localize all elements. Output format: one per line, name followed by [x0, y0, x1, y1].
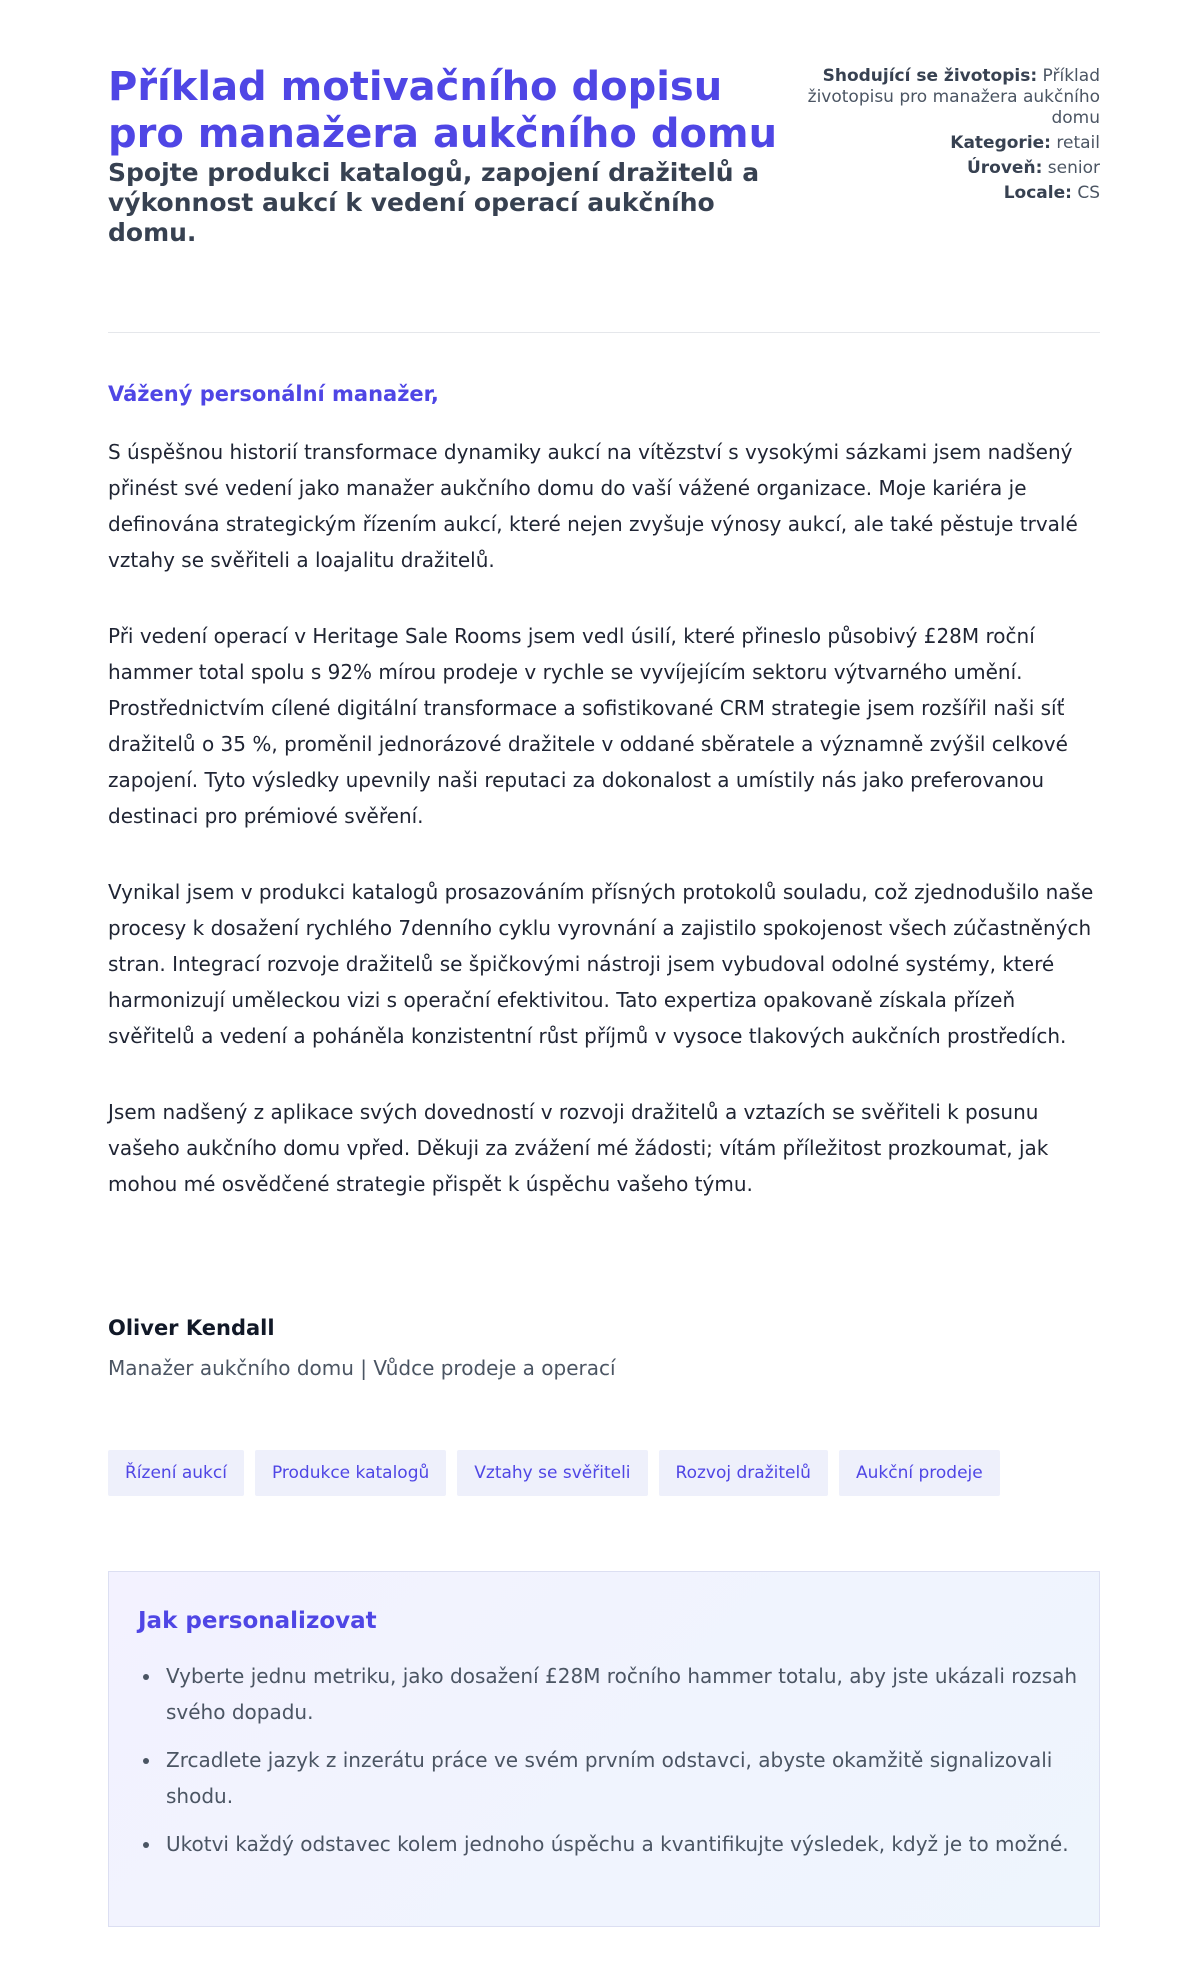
- skill-tag: Aukční prodeje: [839, 1450, 1000, 1496]
- title-block: [108, 64, 788, 248]
- letter-body: [108, 380, 1100, 1242]
- skill-tags: [108, 1450, 1100, 1496]
- meta-matching-resume-label: Shodující se životopis:: [822, 66, 1038, 86]
- meta-level-value: senior: [1047, 158, 1100, 178]
- personalization-tips: [108, 1571, 1100, 1927]
- meta-category-label: Kategorie:: [950, 133, 1051, 153]
- skill-tag: Řízení aukcí: [108, 1450, 244, 1496]
- skill-tag: Vztahy se svěřiteli: [457, 1450, 647, 1496]
- letter-greeting: Vážený personální manažer,: [108, 382, 439, 406]
- tip-item: • Ukotvi každý odstavec kolem jednoho úspěchu a kvantifikujte výsledek, když je to možné.: [162, 1826, 1082, 1862]
- letter-paragraph: Vynikal jsem v produkci katalogů prosazováním přísných protokolů souladu, což zjednodušilo naše procesy k dosažení rychlého 7denního cyklu vyrovnání a zajistilo spokojenost všech zúčastněných stran. Integrací rozvoje dražitelů se špičkovými nástroji jsem vybudoval odolné systémy, které harmonizují uměleckou vizi s operační efektivitou. Tato expertiza opakovaně získala přízeň svěřitelů a vedení a poháněla konzistentní růst příjmů v vysoce tlakových aukčních prostředích.: [108, 880, 1094, 1048]
- meta-level: [790, 158, 1100, 179]
- meta-category-value: retail: [1056, 133, 1100, 153]
- letter-paragraph: S úspěšnou historií transformace dynamiky aukcí na vítězství s vysokými sázkami jsem nadšený přinést své vedení jako manažer aukčního domu do vaší vážené organizace. Moje kariéra je definována strategickým řízením aukcí, které nejen zvyšuje výnosy aukcí, ale také pěstuje trvalé vztahy se svěřiteli a loajalitu dražitelů.: [108, 440, 1078, 572]
- page-subtitle: Spojte produkci katalogů, zapojení dražitelů a výkonnost aukcí k vedení operací aukčního domu.: [108, 158, 760, 247]
- signature-title: Manažer aukčního domu | Vůdce prodeje a operací: [108, 1356, 616, 1380]
- meta-locale-label: Locale:: [1003, 183, 1072, 203]
- signature-name: Oliver Kendall: [108, 1316, 275, 1340]
- letter-paragraph: Při vedení operací v Heritage Sale Rooms jsem vedl úsilí, které přineslo působivý £28M roční hammer total spolu s 92% mírou prodeje v rychle se vyvíjejícím sektoru výtvarného umění. Prostřednictvím cílené digitální transformace a sofistikované CRM strategie jsem rozšířil naši síť dražitelů o 35 %, proměnil jednorázové dražitele v oddané sběratele a významně zvýšil celkové zapojení. Tyto výsledky upevnily naši reputaci za dokonalost a umístily nás jako preferovanou destinaci pro prémiové svěření.: [108, 624, 1068, 828]
- meta-locale: [790, 183, 1100, 204]
- skill-tag: Produkce katalogů: [255, 1450, 446, 1496]
- page-title: Příklad motivačního dopisu pro manažera aukčního domu: [108, 64, 778, 157]
- meta-matching-resume-value: Příklad životopisu pro manažera aukčního domu: [807, 66, 1100, 128]
- meta-matching-resume: [790, 66, 1100, 129]
- signature-block: [108, 1314, 1100, 1382]
- tip-item: • Zrcadlete jazyk z inzerátu práce ve svém prvním odstavci, abyste okamžitě signalizovali shodu.: [162, 1742, 1082, 1814]
- skill-tag: Rozvoj dražitelů: [659, 1450, 828, 1496]
- meta-panel: [790, 66, 1100, 208]
- tips-title: Jak personalizovat: [138, 1608, 377, 1634]
- meta-category: [790, 133, 1100, 154]
- meta-locale-value: CS: [1077, 183, 1100, 203]
- tip-item: • Vyberte jednu metriku, jako dosažení £28M ročního hammer totalu, aby jste ukázali rozsah svého dopadu.: [162, 1658, 1082, 1730]
- letter-paragraph: Jsem nadšený z aplikace svých dovedností v rozvoji dražitelů a vztazích se svěřiteli k posunu vašeho aukčního domu vpřed. Děkuji za zvážení mé žádosti; vítám příležitost prozkoumat, jak mohou mé osvědčené strategie přispět k úspěchu vašeho týmu.: [108, 1100, 1049, 1196]
- page-header: [108, 64, 1100, 333]
- tips-list: [138, 1658, 1082, 1874]
- meta-level-label: Úroveň:: [966, 158, 1043, 178]
